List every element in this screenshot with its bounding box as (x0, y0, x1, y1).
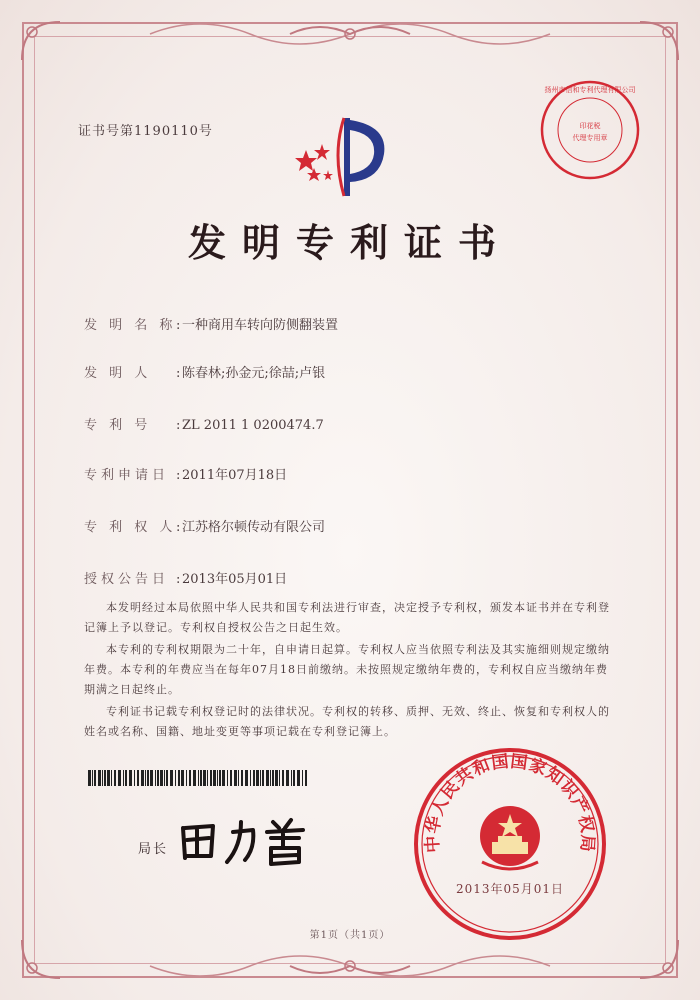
field-label: 发 明 人 (84, 366, 152, 381)
barcode-bar (92, 770, 93, 786)
barcode-bar (286, 770, 289, 786)
barcode-bar (145, 770, 146, 786)
corner-ornament-bottom-right (636, 936, 682, 982)
top-ornament (140, 14, 560, 54)
barcode-bar (94, 770, 96, 786)
barcode-bar (118, 770, 121, 786)
barcode-bar (123, 770, 124, 786)
barcode-bar (160, 770, 163, 786)
barcode-bar (291, 770, 292, 786)
legal-notice (84, 598, 614, 744)
barcode-bar (272, 770, 274, 786)
barcode-bar (305, 770, 307, 786)
barcode-bar (262, 770, 264, 786)
barcode-bar (170, 770, 173, 786)
notice-paragraph: 本发明经过本局依照中华人民共和国专利法进行审查，决定授予专利权，颁发本证书并在专利登记簿上予以登记。专利权自授权公告之日起生效。 (84, 601, 610, 634)
barcode-bar (98, 770, 101, 786)
barcode-bar (253, 770, 255, 786)
barcode-bar (245, 770, 248, 786)
barcode-bar (217, 770, 218, 786)
barcode-bar (279, 770, 280, 786)
barcode-bar (166, 770, 168, 786)
field-patentee: 专 利 权 人: 江苏格尔顿传动有限公司 (84, 516, 325, 535)
director-signature (175, 808, 325, 870)
agency-stamp (538, 78, 642, 182)
barcode-bar (293, 770, 295, 786)
barcode-bar (234, 770, 237, 786)
barcode-bar (275, 770, 278, 786)
barcode (88, 770, 308, 786)
barcode-bar (200, 770, 202, 786)
field-value: 2011年07月18日 (182, 468, 288, 483)
field-value: 一种商用车转向防侧翻装置 (182, 318, 339, 333)
barcode-bar (155, 770, 156, 786)
barcode-bar (203, 770, 206, 786)
barcode-bar (102, 770, 103, 786)
field-value: 陈春林;孙金元;徐喆;卢银 (182, 366, 326, 381)
svg-text:代理专用章: 代理专用章 (572, 134, 608, 142)
barcode-bar (186, 770, 187, 786)
barcode-bar (157, 770, 159, 786)
svg-text:印花税: 印花税 (579, 122, 601, 130)
barcode-bar (193, 770, 196, 786)
certificate-title: 发明专利证书 (187, 220, 512, 265)
barcode-bar (114, 770, 116, 786)
field-value: ZL 2011 1 0200474.7 (182, 418, 324, 433)
seal-text: 中华人民共和国国家知识产权局 (422, 751, 598, 854)
notice-paragraph: 本专利的专利权期限为二十年，自申请日起算。专利权人应当依照专利法及其实施细则规定缴纳年费。本专利的年费应当在每年07月18日前缴纳。未按照规定缴纳年费的，专利权自应当缴纳年费期满之日起终止。 (84, 643, 610, 696)
barcode-bar (266, 770, 269, 786)
barcode-bar (164, 770, 165, 786)
barcode-bar (270, 770, 271, 786)
barcode-bar (282, 770, 284, 786)
barcode-bar (207, 770, 208, 786)
barcode-bar (175, 770, 176, 786)
barcode-bar (219, 770, 221, 786)
barcode-bar (222, 770, 225, 786)
field-patent-number: 专 利 号 : ZL 2011 1 0200474.7 (84, 414, 324, 433)
page-number: 第1页（共1页） (309, 930, 391, 941)
barcode-bar (297, 770, 300, 786)
field-invention-name: 发 明 名 称: 一种商用车转向防侧翻装置 (84, 314, 338, 333)
seal-date: 2013年05月01日 (455, 882, 565, 896)
barcode-bar (230, 770, 232, 786)
field-label: 授权公告日 (84, 572, 170, 587)
barcode-bar (256, 770, 259, 786)
field-value: 2013年05月01日 (182, 572, 288, 587)
barcode-bar (260, 770, 261, 786)
field-value: 江苏格尔顿传动有限公司 (182, 520, 326, 535)
barcode-bar (213, 770, 216, 786)
notice-paragraph: 专利证书记载专利权登记时的法律状况。专利权的转移、质押、无效、终止、恢复和专利权人的姓名或名称、国籍、地址变更等事项记载在专利登记簿上。 (84, 705, 610, 738)
director-label: 局长 (138, 842, 169, 857)
field-application-date: 专利申请日 : 2011年07月18日 (84, 464, 287, 483)
barcode-bar (178, 770, 180, 786)
barcode-bar (107, 770, 110, 786)
barcode-bar (129, 770, 132, 786)
barcode-bar (302, 770, 303, 786)
barcode-bar (147, 770, 149, 786)
field-label: 专利申请日 (84, 468, 170, 483)
corner-ornament-top-right (636, 18, 682, 64)
barcode-bar (111, 770, 112, 786)
bottom-ornament (140, 946, 560, 986)
corner-ornament-bottom-left (18, 936, 64, 982)
barcode-bar (250, 770, 251, 786)
barcode-bar (137, 770, 139, 786)
barcode-bar (227, 770, 228, 786)
barcode-bar (210, 770, 212, 786)
barcode-bar (181, 770, 184, 786)
barcode-bar (189, 770, 191, 786)
field-grant-date: 授权公告日 : 2013年05月01日 (84, 568, 287, 587)
field-inventors: 发 明 人 : 陈春林;孙金元;徐喆;卢银 (84, 362, 325, 381)
field-label: 专 利 号 (84, 418, 152, 433)
barcode-bar (125, 770, 127, 786)
barcode-bar (88, 770, 91, 786)
field-label: 发 明 名 称 (84, 318, 177, 333)
barcode-bar (241, 770, 243, 786)
field-label: 专 利 权 人 (84, 520, 177, 535)
corner-ornament-top-left (18, 18, 64, 64)
official-seal (410, 744, 610, 944)
patent-office-logo (292, 108, 412, 200)
barcode-bar (150, 770, 153, 786)
agency-stamp-text: 扬州市信和专利代理有限公司 (544, 86, 636, 94)
barcode-bar (238, 770, 239, 786)
barcode-bar (198, 770, 199, 786)
barcode-bar (134, 770, 135, 786)
certificate-number: 证书号第1190110号 (78, 124, 213, 139)
barcode-bar (104, 770, 106, 786)
barcode-bar (141, 770, 144, 786)
